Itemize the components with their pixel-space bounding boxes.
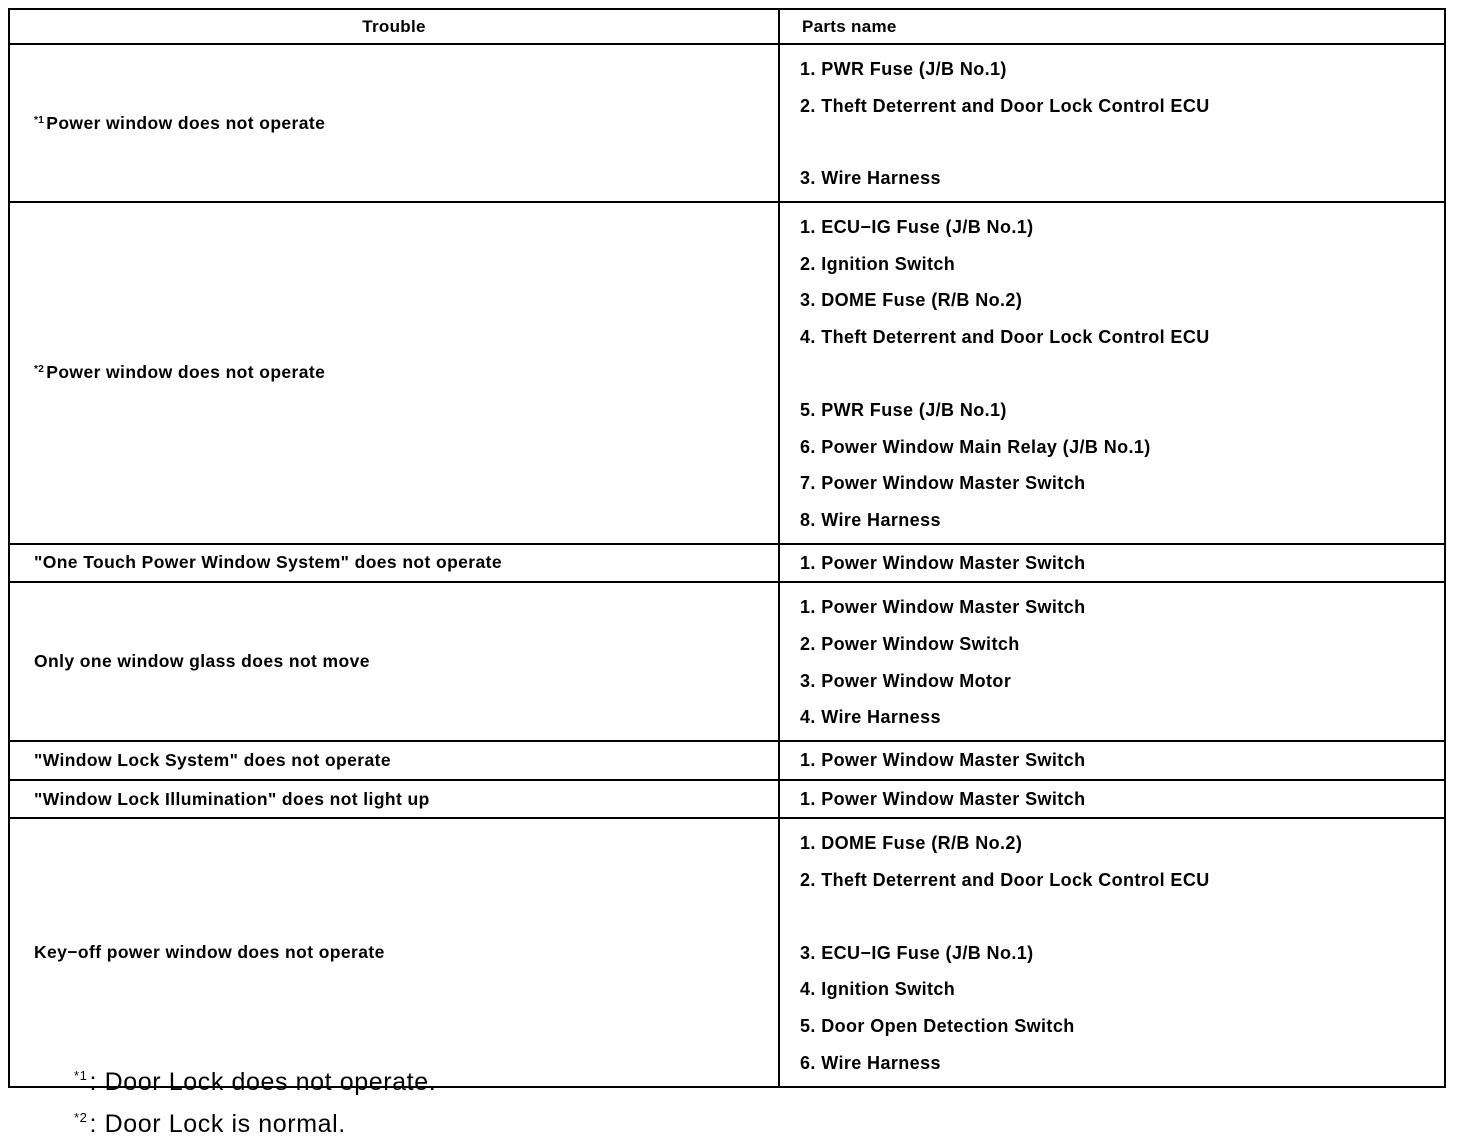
part-item: 2. Ignition Switch [800,253,956,274]
part-item: 4. Theft Deterrent and Door Lock Control ECU [800,327,1210,348]
parts-cell [779,44,1445,202]
trouble-cell: "One Touch Power Window System" does not operate [9,544,779,583]
trouble-cell: Key−off power window does not operate [9,818,779,1086]
parts-cell [779,544,1445,583]
table-header-row [9,9,1445,44]
table-row [9,544,1445,583]
part-item: 3. DOME Fuse (R/B No.2) [800,290,1023,311]
parts-cell [779,582,1445,741]
part-item: 3. Power Window Motor [800,670,1012,691]
part-item: 5. PWR Fuse (J/B No.1) [800,399,1007,420]
part-item: 6. Power Window Main Relay (J/B No.1) [800,436,1151,457]
footnote-mark: *2 [74,1110,88,1125]
part-item: 1. Power Window Master Switch [800,597,1086,618]
footnote-mark: *2 [34,364,45,376]
part-item: 6. Wire Harness [800,1052,941,1073]
footnote-1 [74,1058,436,1100]
part-item: 2. Theft Deterrent and Door Lock Control ECU [800,95,1210,116]
footnotes [74,1058,436,1142]
parts-cell [779,741,1445,780]
table-row [9,780,1445,819]
part-item: 1. ECU−IG Fuse (J/B No.1) [800,217,1034,238]
header-parts-name: Parts name [779,9,1445,44]
part-item: 7. Power Window Master Switch [800,473,1086,494]
footnote-text: : Door Lock is normal. [89,1110,346,1138]
part-item: 1. Power Window Master Switch [800,788,1086,809]
parts-cell [779,202,1445,544]
parts-trouble-table [8,8,1446,1088]
header-trouble: Trouble [9,9,779,44]
table-row [9,202,1445,544]
trouble-cell [9,44,779,202]
part-item: 1. DOME Fuse (R/B No.2) [800,833,1023,854]
trouble-text: Power window does not operate [46,112,326,133]
parts-cell [779,818,1445,1086]
trouble-cell [9,202,779,544]
trouble-cell: Only one window glass does not move [9,582,779,741]
table-row [9,818,1445,1086]
trouble-text: Power window does not operate [46,362,326,383]
footnote-2 [74,1100,436,1142]
trouble-cell: "Window Lock System" does not operate [9,741,779,780]
footnote-mark: *1 [34,114,45,126]
part-item: 1. Power Window Master Switch [800,750,1086,770]
footnote-text: : Door Lock does not operate. [89,1068,437,1096]
part-item: 2. Theft Deterrent and Door Lock Control ECU [800,870,1210,891]
table-row [9,44,1445,202]
part-item: 1. Power Window Master Switch [800,552,1086,573]
part-item: 1. PWR Fuse (J/B No.1) [800,59,1007,79]
trouble-cell: "Window Lock Illumination" does not light up [9,780,779,819]
part-item: 2. Power Window Switch [800,633,1020,654]
table-row [9,582,1445,741]
table-row [9,741,1445,780]
footnote-mark: *1 [74,1068,88,1083]
parts-cell [779,780,1445,819]
part-item: 4. Ignition Switch [800,979,956,1000]
part-item: 3. Wire Harness [800,168,941,189]
part-item: 4. Wire Harness [800,707,941,728]
part-item: 5. Door Open Detection Switch [800,1016,1075,1037]
part-item: 3. ECU−IG Fuse (J/B No.1) [800,942,1034,963]
part-item: 8. Wire Harness [800,509,941,530]
